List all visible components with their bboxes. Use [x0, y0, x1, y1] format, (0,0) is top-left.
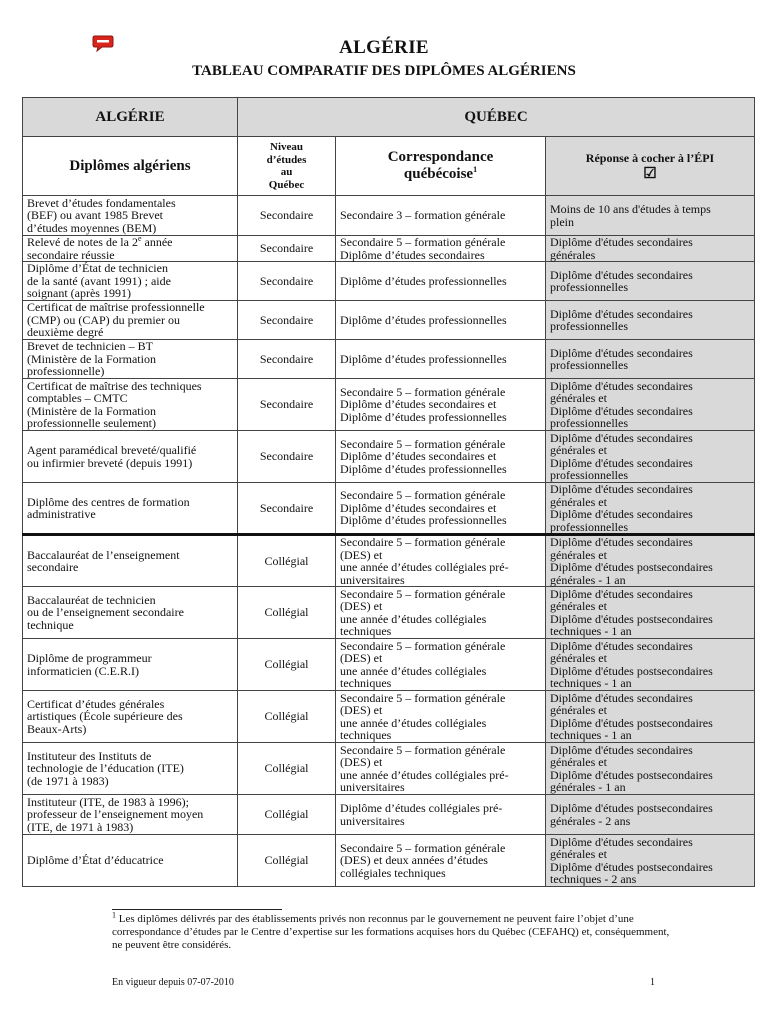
- cell-niveau: Secondaire: [238, 196, 336, 236]
- cell-epi-response: Diplôme d'études secondaires générales et Diplôme d'études postsecondaires générales - 1 an: [546, 743, 755, 795]
- cell-epi-response: Diplôme d'études secondaires professionnelles: [546, 301, 755, 340]
- table-row: [23, 587, 755, 639]
- cell-niveau: Secondaire: [238, 431, 336, 483]
- cell-epi-response: Diplôme d'études secondaires professionnelles: [546, 340, 755, 379]
- column-header-epi: [546, 137, 755, 196]
- cell-correspondance: Secondaire 5 – formation générale (DES) et une année d’études collégiales pré- universitaires: [336, 535, 546, 587]
- table-row: [23, 691, 755, 743]
- cell-niveau: Collégial: [238, 835, 336, 887]
- column-header-diplomes: Diplômes algériens: [23, 137, 238, 196]
- table-body: [23, 196, 755, 887]
- checkbox-icon: ☑: [643, 165, 657, 182]
- table-row: [23, 431, 755, 483]
- cell-diplome-text: Relevé de notes de la 2: [27, 235, 138, 249]
- cell-epi-response: Diplôme d'études secondaires générales et Diplôme d'études postsecondaires techniques - 1 an: [546, 639, 755, 691]
- cell-niveau: Secondaire: [238, 483, 336, 535]
- table-row: [23, 639, 755, 691]
- cell-diplome: Diplôme d’État de technicien de la santé (avant 1991) ; aide soignant (après 1991): [23, 262, 238, 301]
- cell-niveau: Collégial: [238, 587, 336, 639]
- cell-diplome: Baccalauréat de l’enseignement secondaire: [23, 535, 238, 587]
- page-number: 1: [650, 977, 655, 988]
- cell-diplome: Diplôme des centres de formation administrative: [23, 483, 238, 535]
- cell-correspondance: Diplôme d’études collégiales pré- universitaires: [336, 795, 546, 835]
- cell-diplome: Brevet d’études fondamentales (BEF) ou avant 1985 Brevet d’études moyennes (BEM): [23, 196, 238, 236]
- footnote-text: Les diplômes délivrés par des établissements privés non reconnus par le gouvernement ne peuvent faire l’objet d’une correspondance d’études par le Centre d’expertise sur les formations acquises hors du Québec (CEFAHQ) et, conséquemment, ne peuvent être considérés.: [112, 913, 670, 951]
- cell-epi-response: Diplôme d'études postsecondaires générales - 2 ans: [546, 795, 755, 835]
- cell-correspondance: Secondaire 5 – formation générale (DES) et une année d’études collégiales pré- universitaires: [336, 743, 546, 795]
- column-header-correspondance: [336, 137, 546, 196]
- cell-correspondance: Secondaire 5 – formation générale (DES) et une année d’études collégiales techniques: [336, 691, 546, 743]
- cell-correspondance: Secondaire 5 – formation générale (DES) et une année d’études collégiales techniques: [336, 587, 546, 639]
- cell-correspondance: Diplôme d’études professionnelles: [336, 340, 546, 379]
- cell-niveau: Collégial: [238, 743, 336, 795]
- comparison-table: [22, 97, 755, 887]
- cell-diplome: Diplôme de programmeur informaticien (C.E.R.I): [23, 639, 238, 691]
- cell-niveau: Secondaire: [238, 301, 336, 340]
- ordinal-suffix: e: [137, 234, 142, 243]
- cell-diplome: [23, 236, 238, 262]
- cell-epi-response: Diplôme d'études secondaires générales et Diplôme d'études secondaires professionnelles: [546, 431, 755, 483]
- footer-effective-date: En vigueur depuis 07-07-2010: [112, 977, 234, 988]
- cell-niveau: Secondaire: [238, 236, 336, 262]
- table-row: [23, 379, 755, 431]
- page-title: ALGÉRIE: [339, 37, 429, 58]
- cell-diplome: Instituteur (ITE, de 1983 à 1996); professeur de l’enseignement moyen (ITE, de 1971 à 1983): [23, 795, 238, 835]
- table-row: [23, 835, 755, 887]
- cell-epi-response: Moins de 10 ans d'études à temps plein: [546, 196, 755, 236]
- table-row: [23, 262, 755, 301]
- cell-diplome: Certificat de maîtrise professionnelle (CMP) ou (CAP) du premier ou deuxième degré: [23, 301, 238, 340]
- cell-epi-response: Diplôme d'études secondaires générales et Diplôme d'études postsecondaires techniques - 1 an: [546, 587, 755, 639]
- cell-correspondance: Secondaire 5 – formation générale Diplôme d’études secondaires et Diplôme d’études professionnelles: [336, 483, 546, 535]
- table-row: [23, 535, 755, 587]
- footnote-marker: 1: [112, 910, 116, 920]
- column-header-niveau: Niveau d’études au Québec: [238, 137, 336, 196]
- cell-correspondance: Diplôme d’études professionnelles: [336, 262, 546, 301]
- cell-epi-response: Diplôme d'études secondaires générales et Diplôme d'études secondaires professionnelles: [546, 483, 755, 535]
- cell-diplome: Brevet de technicien – BT (Ministère de la Formation professionnelle): [23, 340, 238, 379]
- table-row: [23, 301, 755, 340]
- cell-niveau: Secondaire: [238, 262, 336, 301]
- cell-epi-response: Diplôme d'études secondaires générales et Diplôme d'études postsecondaires générales - 1 an: [546, 535, 755, 587]
- cell-correspondance: Secondaire 5 – formation générale Diplôme d’études secondaires et Diplôme d’études professionnelles: [336, 379, 546, 431]
- epi-label: Réponse à cocher à l’ÉPI: [585, 151, 715, 165]
- cell-correspondance: Secondaire 5 – formation générale Diplôme d’études secondaires: [336, 236, 546, 262]
- table-row: [23, 196, 755, 236]
- cell-niveau: Collégial: [238, 795, 336, 835]
- cell-diplome: Agent paramédical breveté/qualifié ou infirmier breveté (depuis 1991): [23, 431, 238, 483]
- cell-epi-response: Diplôme d'études secondaires générales et Diplôme d'études postsecondaires techniques - 2 ans: [546, 835, 755, 887]
- footnote-divider: [112, 909, 282, 910]
- correspondance-label: Correspondance québécoise: [387, 149, 494, 182]
- cell-niveau: Collégial: [238, 535, 336, 587]
- cell-correspondance: Diplôme d’études professionnelles: [336, 301, 546, 340]
- cell-epi-response: Diplôme d'études secondaires professionnelles: [546, 262, 755, 301]
- cell-diplome-text: année secondaire réussie: [27, 235, 173, 262]
- cell-diplome: Baccalauréat de technicien ou de l’enseignement secondaire technique: [23, 587, 238, 639]
- table-row: [23, 340, 755, 379]
- cell-epi-response: Diplôme d'études secondaires générales et Diplôme d'études secondaires professionnelles: [546, 379, 755, 431]
- cell-niveau: Collégial: [238, 691, 336, 743]
- cell-correspondance: Secondaire 5 – formation générale (DES) et deux années d’études collégiales techniques: [336, 835, 546, 887]
- cell-correspondance: Secondaire 5 – formation générale Diplôme d’études secondaires et Diplôme d’études professionnelles: [336, 431, 546, 483]
- cell-correspondance: Secondaire 3 – formation générale: [336, 196, 546, 236]
- cell-diplome: Certificat d’études générales artistiques (École supérieure des Beaux-Arts): [23, 691, 238, 743]
- cell-diplome: Instituteur des Instituts de technologie de l’éducation (ITE) (de 1971 à 1983): [23, 743, 238, 795]
- table-row: [23, 236, 755, 262]
- footnote-ref: 1: [473, 165, 478, 174]
- footnote: [112, 910, 672, 952]
- country-header-algeria: ALGÉRIE: [23, 98, 238, 137]
- page-subtitle: TABLEAU COMPARATIF DES DIPLÔMES ALGÉRIENS: [192, 63, 576, 79]
- table-row: [23, 743, 755, 795]
- cell-diplome: Certificat de maîtrise des techniques comptables – CMTC (Ministère de la Formation professionnelle seulement): [23, 379, 238, 431]
- cell-niveau: Collégial: [238, 639, 336, 691]
- table-row: [23, 795, 755, 835]
- cell-niveau: Secondaire: [238, 340, 336, 379]
- cell-diplome: Diplôme d’État d’éducatrice: [23, 835, 238, 887]
- country-header-quebec: QUÉBEC: [238, 98, 755, 137]
- cell-epi-response: Diplôme d'études secondaires générales et Diplôme d'études postsecondaires techniques - 1 an: [546, 691, 755, 743]
- cell-epi-response: Diplôme d'études secondaires générales: [546, 236, 755, 262]
- cell-correspondance: Secondaire 5 – formation générale (DES) et une année d’études collégiales techniques: [336, 639, 546, 691]
- cell-niveau: Secondaire: [238, 379, 336, 431]
- table-row: [23, 483, 755, 535]
